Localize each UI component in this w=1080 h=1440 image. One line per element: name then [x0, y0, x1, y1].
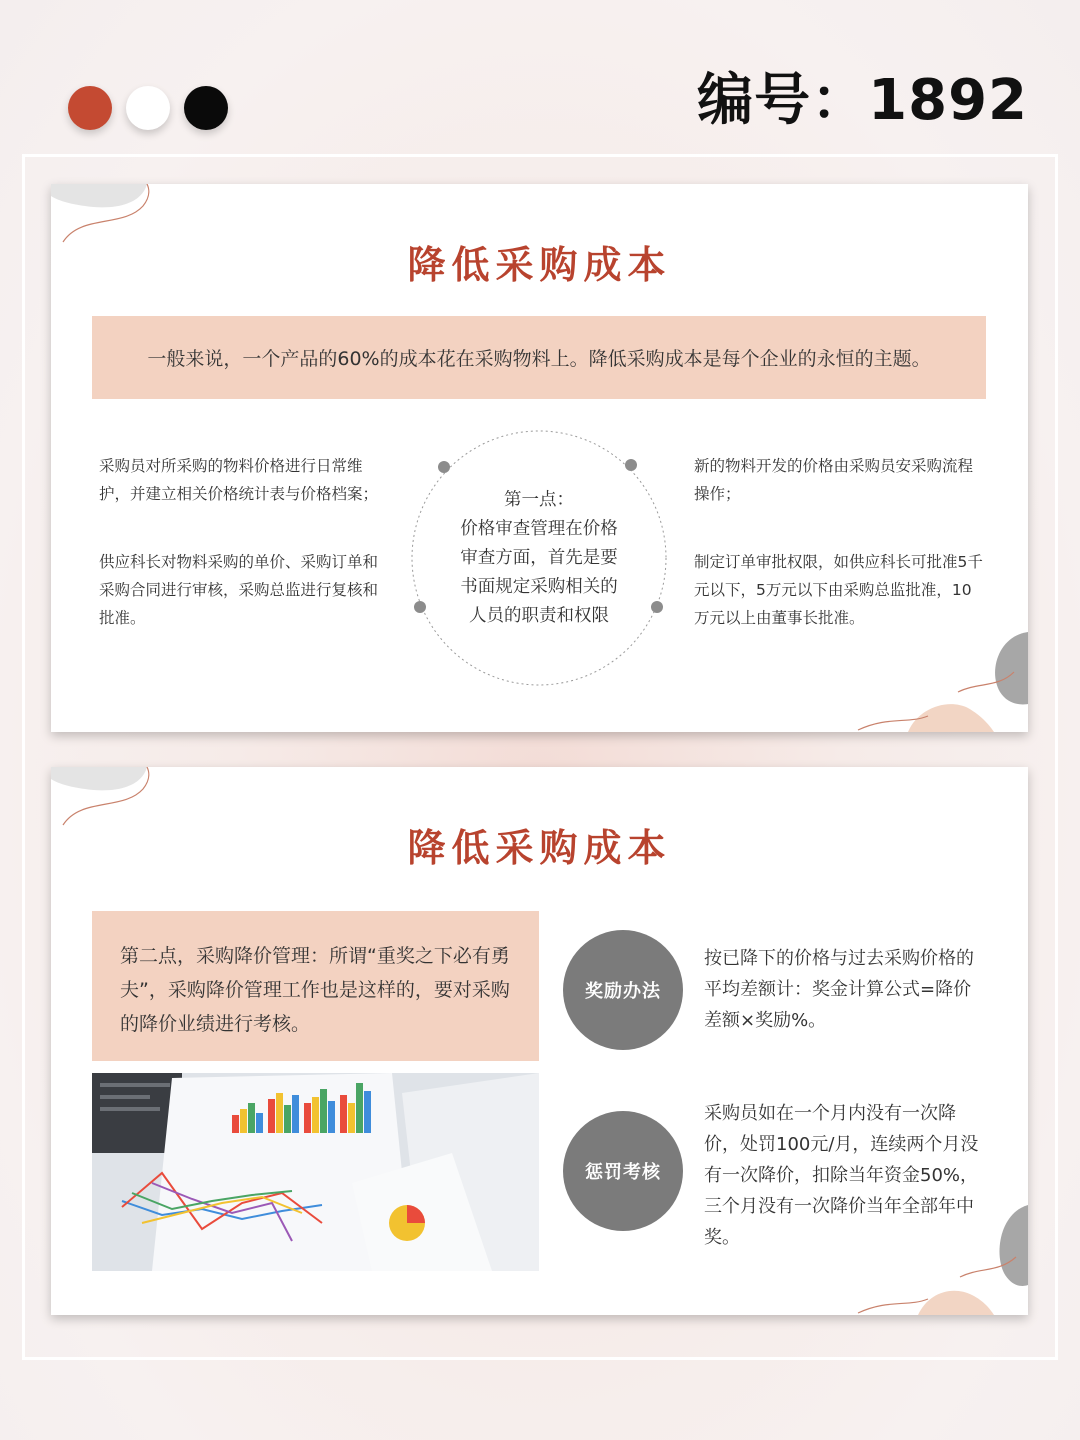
white-dot: [126, 86, 170, 130]
circle-dot-bl: [414, 601, 426, 613]
second-point-text: 第二点，采购降价管理：所谓“重奖之下必有勇夫”，采购降价管理工作也是这样的，要对采购的降价业绩进行考核。: [120, 945, 510, 1035]
reward-label: 奖励办法: [585, 981, 661, 1002]
left-bottom-paragraph: 供应科长对物料采购的单价、采购订单和采购合同进行审核，采购总监进行复核和批准。: [99, 553, 379, 627]
left-top-paragraph: 采购员对所采购的物料价格进行日常维护，并建立相关价格统计表与价格档案；: [99, 457, 379, 503]
charts-photo: [92, 1073, 539, 1271]
reward-circle: [563, 930, 683, 1050]
penalty-text: 采购员如在一个月内没有一次降价，处罚100元/月，连续两个月没有一次降价，扣除当年资金50%，三个月没有一次降价当年全部年中奖。: [704, 1103, 979, 1248]
slide-2: [51, 767, 1028, 1315]
circle-dot-tl: [438, 461, 450, 473]
frame-gap-right-top: [1050, 494, 1064, 594]
right-top-paragraph: 新的物料开发的价格由采购员安采购流程操作；: [694, 457, 974, 503]
circle-dot-tr: [625, 459, 637, 471]
frame-gap-left: [16, 1102, 30, 1142]
slide-title: 降低采购成本: [407, 242, 672, 287]
second-point-box: [92, 911, 539, 1061]
color-dots: [68, 86, 228, 130]
center-body: 价格审查管理在价格审查方面，首先是要书面规定采购相关的人员的职责和权限: [460, 518, 618, 626]
charts-photo-illustration: [92, 1073, 539, 1271]
center-heading: 第一点：: [504, 489, 574, 510]
reward-text: 按已降下的价格与过去采购价格的平均差额计：奖金计算公式=降价差额×奖励%。: [704, 948, 974, 1031]
page-code: 编号：1892: [697, 68, 1028, 133]
penalty-label: 惩罚考核: [585, 1162, 661, 1183]
black-dot: [184, 86, 228, 130]
intro-band: [92, 316, 986, 399]
intro-text: 一般来说，一个产品的60%的成本花在采购物料上。降低采购成本是每个企业的永恒的主题。: [147, 348, 931, 370]
right-bottom-paragraph: 制定订单审批权限，如供应科长可批准5千元以下，5万元以下由采购总监批准，10万元以上由董事长批准。: [694, 553, 983, 627]
slide-1: [51, 184, 1028, 732]
penalty-circle: [563, 1111, 683, 1231]
slide-title: 降低采购成本: [407, 825, 672, 870]
red-dot: [68, 86, 112, 130]
circle-dot-br: [651, 601, 663, 613]
